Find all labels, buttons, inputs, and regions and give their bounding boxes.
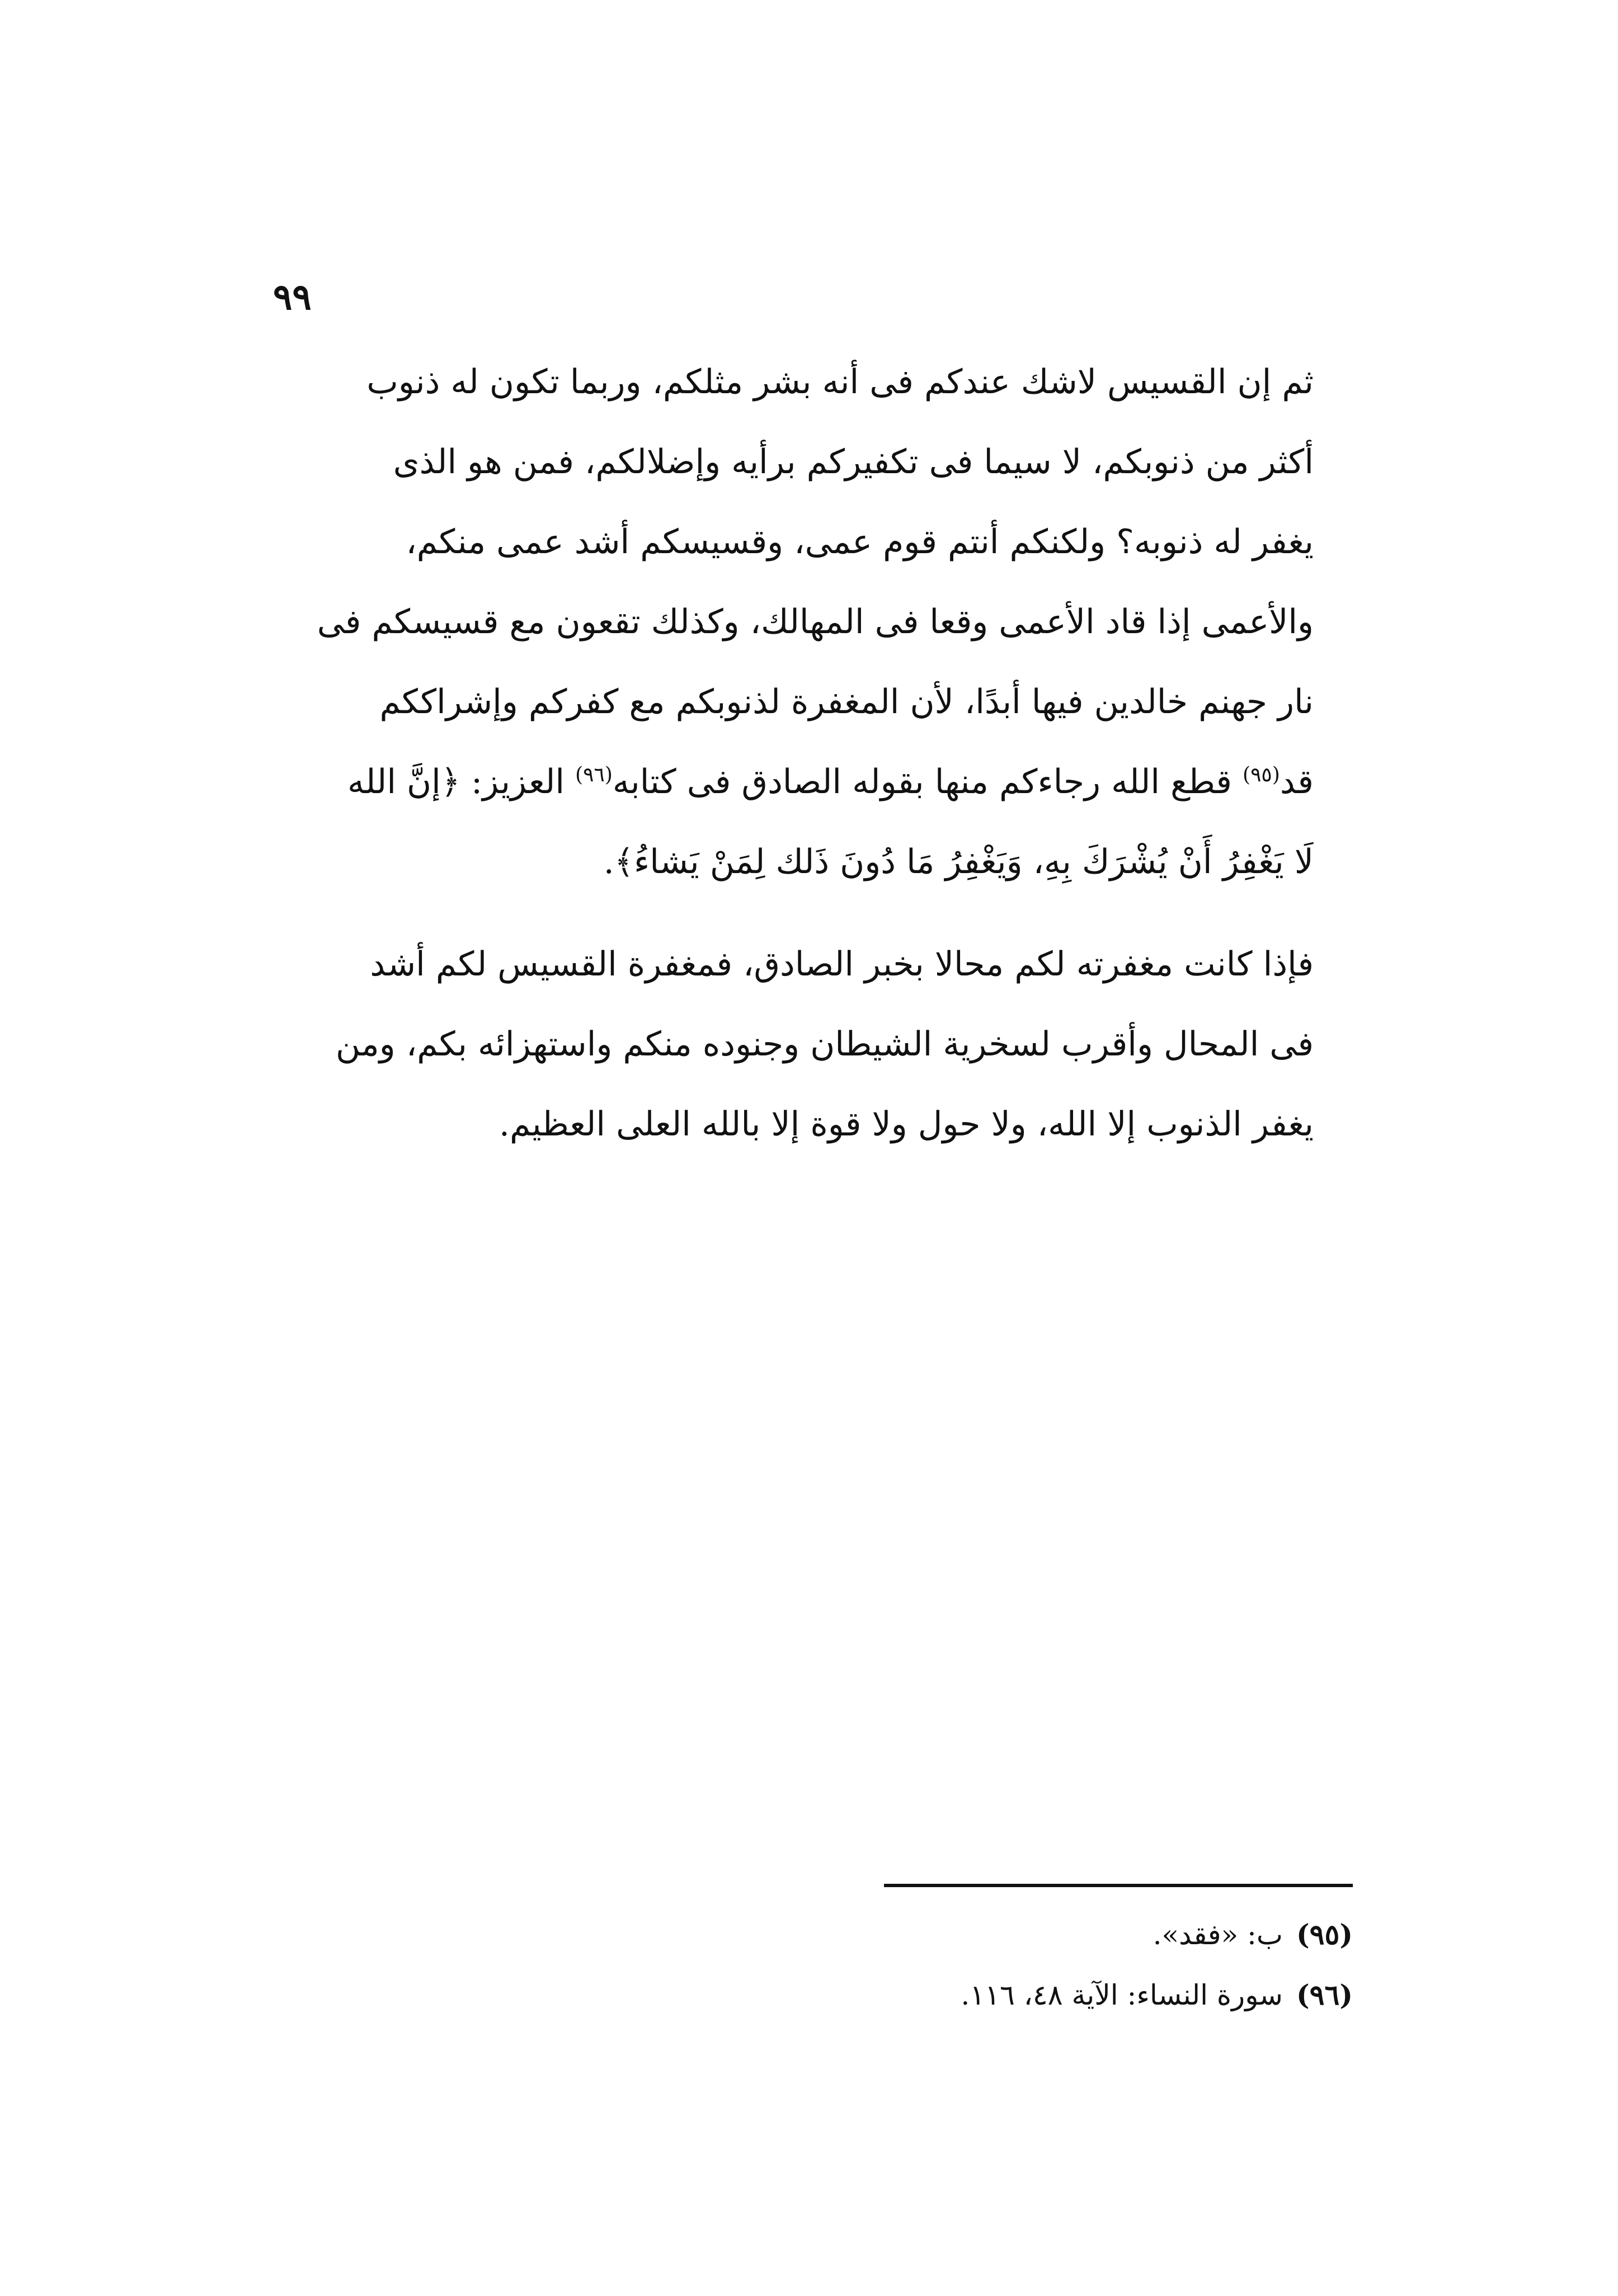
page-number: ٩٩ [273, 276, 312, 318]
footnote-number: (٩٥) [1296, 1918, 1353, 1951]
footnote-ref-95: (٩٥) [1243, 763, 1280, 786]
text-line: فى المحال وأقرب لسخرية الشيطان وجنوده منكم واستهزائه بكم، ومن [335, 1025, 1314, 1064]
text-line: والأعمى إذا قاد الأعمى وقعا فى المهالك، وكذلك تقعون مع قسيسكم فى [317, 602, 1314, 642]
text-line-with-footnote-refs [273, 742, 1353, 822]
text-fragment: قطع الله رجاءكم منها بقوله الصادق فى كتابه [612, 762, 1243, 802]
footnote-divider [884, 1884, 1353, 1887]
footnote-text: ب: «فقد». [1153, 1918, 1283, 1951]
footnote-95 [671, 1904, 1353, 1965]
text-line: يغفر له ذنوبه؟ ولكنكم أنتم قوم عمى، وقسيسكم أشد عمى منكم، [406, 522, 1314, 562]
footnote-number: (٩٦) [1296, 1978, 1353, 2011]
text-line: أكثر من ذنوبكم، لا سيما فى تكفيركم برأيه وإضلالكم، فمن هو الذى [393, 442, 1314, 482]
main-text [273, 342, 1353, 1164]
text-line: نار جهنم خالدين فيها أبدًا، لأن المغفرة لذنوبكم مع كفركم وإشراككم [379, 682, 1314, 722]
text-fragment: قد [1280, 762, 1314, 802]
text-line: ثم إن القسيس لاشك عندكم فى أنه بشر مثلكم، وربما تكون له ذنوب [366, 362, 1314, 402]
text-line: يغفر الذنوب إلا الله، ولا حول ولا قوة إلا بالله العلى العظيم. [498, 1105, 1314, 1144]
footnote-96 [671, 1965, 1353, 2025]
quran-verse-line: لَا يَغْفِرُ أَنْ يُشْرَكَ بِهِ، وَيَغْفِرُ مَا دُونَ ذَلك لِمَنْ يَشاءُ﴾. [603, 842, 1314, 881]
footnotes [671, 1904, 1353, 2025]
paragraph-2 [273, 925, 1353, 1164]
text-line: فإذا كانت مغفرته لكم محالا بخبر الصادق، فمغفرة القسيس لكم أشد [370, 945, 1314, 984]
text-fragment: العزيز: ﴿إنَّ الله [347, 762, 576, 802]
footnote-ref-96: (٩٦) [575, 763, 613, 786]
paragraph-1 [273, 342, 1353, 902]
footnote-text: سورة النساء: الآية ٤٨، ١١٦. [961, 1979, 1283, 2011]
